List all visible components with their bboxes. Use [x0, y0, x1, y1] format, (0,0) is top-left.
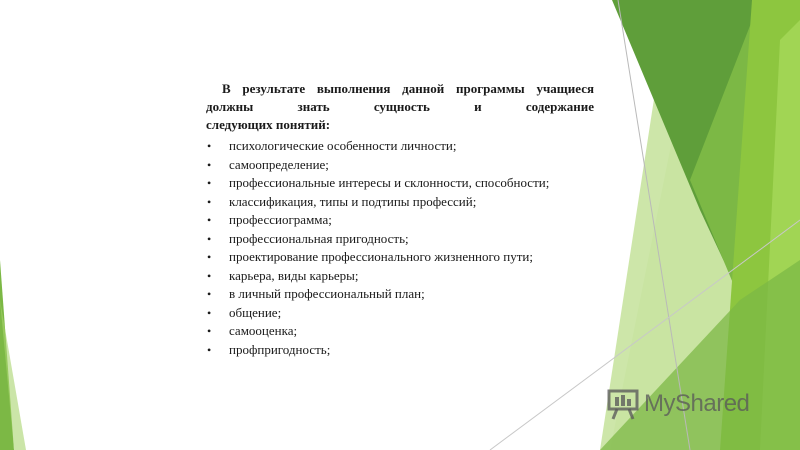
list-item: • в личный профессиональный план;: [206, 285, 594, 303]
list-item: • психологические особенности личности;: [206, 137, 594, 155]
list-item: • проектирование профессионального жизненного пути;: [206, 248, 594, 266]
list-item: • профессиональные интересы и склонности, способности;: [206, 174, 594, 192]
watermark: [606, 386, 749, 422]
slide-content: [206, 80, 594, 359]
list-item: • профессиограмма;: [206, 211, 594, 229]
list-item: • самооценка;: [206, 322, 594, 340]
presentation-board-icon: [606, 387, 640, 421]
list-item: • профессиональная пригодность;: [206, 230, 594, 248]
list-item: • самоопределение;: [206, 156, 594, 174]
list-item: • классификация, типы и подтипы профессий;: [206, 193, 594, 211]
list-item: • общение;: [206, 304, 594, 322]
watermark-text: MyShared: [644, 390, 750, 417]
concepts-list: [206, 137, 594, 359]
intro-line-1: В результате выполнения данной программы: [222, 81, 525, 96]
intro-paragraph: [206, 80, 594, 134]
intro-line-2: учащиеся должны знать сущность и содержание: [206, 81, 594, 114]
list-item: • карьера, виды карьеры;: [206, 267, 594, 285]
list-item: • профпригодность;: [206, 341, 594, 359]
intro-line-3: следующих понятий:: [206, 117, 331, 132]
